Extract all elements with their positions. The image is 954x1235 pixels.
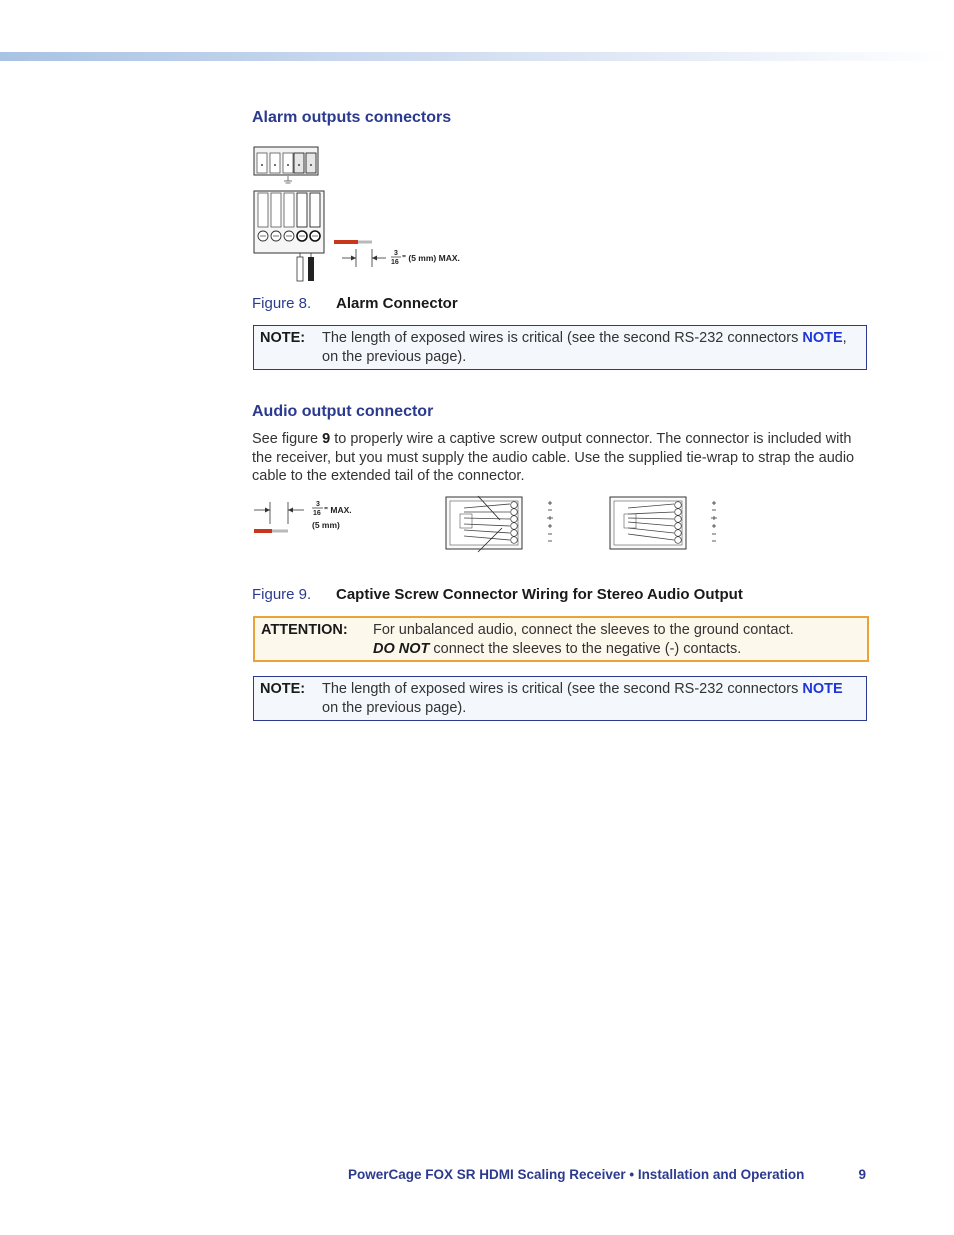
figure-8-caption (252, 295, 458, 312)
page-number: 9 (858, 1167, 866, 1182)
attention-line-2-text: connect the sleeves to the negative (-) contacts. (429, 641, 742, 657)
attention-label: ATTENTION: (261, 622, 348, 638)
note-label: NOTE: (260, 330, 306, 346)
attention-line-1: For unbalanced audio, connect the sleeves to the ground contact. (373, 622, 794, 638)
note-label: NOTE: (260, 681, 306, 697)
balanced-connector (446, 496, 553, 552)
page-footer (348, 1167, 868, 1182)
alarm-connector-diagram (250, 145, 490, 285)
audio-wiring-diagram (250, 492, 730, 558)
para-text-rest: to properly wire a captive screw output connector. The connector is included with the receiver, but you must supply the audio cable. Use the supplied tie-wrap to strap the audio cable to the extended tail of the connector. (252, 431, 855, 484)
footer-title: PowerCage FOX SR HDMI Scaling Receiver • Installation and Operation (348, 1167, 805, 1182)
audio-heading: Audio output connector (252, 403, 434, 420)
note-text-end: , on the previous page). (322, 330, 847, 365)
audio-strip-max: " MAX. (324, 505, 352, 515)
note-text: The length of exposed wires is critical (see the second RS-232 connectors (322, 330, 803, 346)
note-box-2 (253, 676, 867, 721)
alarm-strip-label: " (5 mm) MAX. (402, 253, 460, 263)
para-figure-ref: 9 (322, 431, 331, 447)
header-band (0, 52, 954, 61)
figure-9-caption (252, 586, 743, 603)
note-text-end: on the previous page). (322, 700, 467, 716)
note-text: The length of exposed wires is critical (see the second RS-232 connectors (322, 681, 803, 697)
figure-title: Alarm Connector (336, 295, 458, 312)
para-text: See figure (252, 431, 323, 447)
audio-strip-mm: (5 mm) (312, 520, 340, 530)
alarm-fraction-num: 3 (394, 250, 398, 257)
attention-line-2 (373, 640, 861, 659)
attention-emphasis: DO NOT (373, 641, 430, 657)
alarm-heading: Alarm outputs connectors (252, 109, 452, 126)
audio-fraction-num: 3 (316, 501, 320, 508)
unbalanced-connector (610, 497, 717, 549)
figure-number: Figure 9. (252, 586, 312, 603)
note-link[interactable]: NOTE (802, 330, 843, 346)
figure-number: Figure 8. (252, 295, 312, 312)
note-link[interactable]: NOTE (802, 681, 843, 697)
audio-paragraph (252, 430, 862, 486)
alarm-fraction-den: 16 (391, 259, 399, 266)
audio-fraction-den: 16 (313, 510, 321, 517)
note-box-1 (253, 325, 867, 370)
figure-title: Captive Screw Connector Wiring for Stereo Audio Output (336, 586, 743, 603)
attention-box (253, 616, 869, 662)
